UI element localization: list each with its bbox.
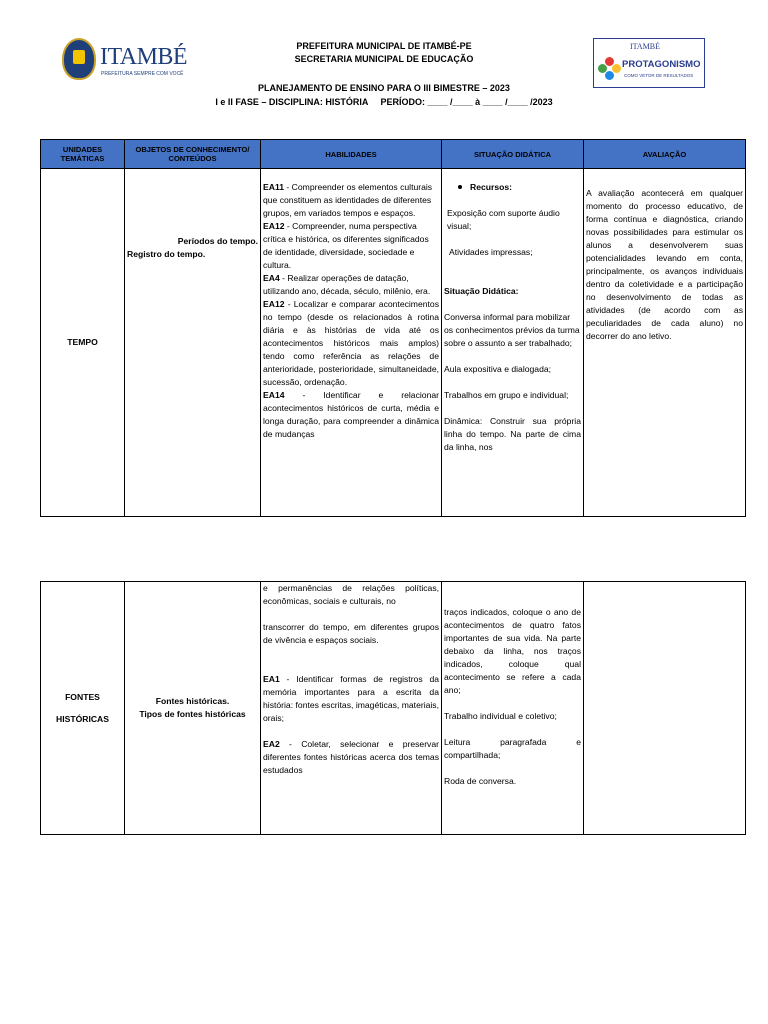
situacao-item: Trabalho individual e coletivo; [444,711,557,721]
habilidades-tempo [261,169,442,517]
header-line-2: SECRETARIA MUNICIPAL DE EDUCAÇÃO [294,54,474,64]
header-line-1: PREFEITURA MUNICIPAL DE ITAMBÉ-PE [296,41,472,51]
situacao-item: Dinâmica: Construir sua própria linha do tempo. Na parte de cima da linha, nos [444,416,581,452]
header-avaliacao: AVALIAÇÃO [584,140,746,169]
habilidade-item: EA12 - Compreender, numa perspectiva crítica e histórica, os diferentes significados de identidade, diversidade, sociedade e cultura. [263,221,429,270]
habilidade-item: EA11 - Compreender os elementos culturais que constituem as identidades de diferentes grupos, em variados tempos e espaços. [263,182,433,218]
situacao-item: Leitura paragrafada e compartilhada; [444,737,581,760]
header-line-4: I e II FASE – DISCIPLINA: HISTÓRIA PERÍODO: ____ /____ à ____ /____ /2023 [215,97,553,107]
header-habilidades: HABILIDADES [261,140,442,169]
situacao-item: traços indicados, coloque o ano de acontecimentos de quatro fatos importantes de sua vida. Na parte debaixo da linha, nos traços indicados, coloque qual acontecimento se refere a cada ano; [444,607,581,695]
logo-name: ITAMBÉ [100,44,188,70]
logo-right-subtitle: COMO VETOR DE RESULTADOS [624,73,694,78]
habilidade-item: EA12 - Localizar e comparar acontecimentos no tempo (desde os relacionados à rotina diária e às histórias de vida até os acontecimentos históricos mais amplos) tendo como referência as relações de anterioridade, posterioridade, simultaneidade, sucessão, ordenação. [263,299,439,387]
table-row-fontes [41,582,746,835]
recurso-item: Atividades impressas; [449,247,533,257]
situacao-item: Roda de conversa. [444,776,517,786]
habilidades-fontes [261,582,442,835]
bullet-icon [458,185,462,189]
unidade-fontes: FONTES HISTÓRICAS [41,582,125,835]
objeto-tipos: Tipos de fontes históricas [139,709,246,719]
header-objetos: OBJETOS DE CONHECIMENTO/ CONTEÚDOS [125,140,261,169]
situacao-fontes [442,582,584,835]
logo-tagline: PREFEITURA SEMPRE COM VOCÊ [101,71,184,77]
avaliacao-fontes [584,582,746,835]
recursos-label: Recursos: [444,181,581,194]
situacao-label: Situação Didática: [444,286,519,296]
objetos-tempo [125,169,261,517]
objetos-fontes [125,582,261,835]
situacao-item: Aula expositiva e dialogada; [444,364,552,374]
objeto-periodos: Períodos do tempo. [177,236,258,246]
logo-right-top: ITAMBÉ [630,42,661,51]
header-unidades: UNIDADES TEMÁTICAS [41,140,125,169]
situacao-item: Trabalhos em grupo e individual; [444,390,569,400]
table-header-row [41,140,746,169]
habilidade-continuacao: transcorrer do tempo, em diferentes grupos de vivência e espaços sociais. [263,622,439,645]
habilidade-continuacao: e permanências de relações políticas, econômicas, sociais e culturais, no [263,583,439,606]
habilidade-item: EA4 - Realizar operações de datação, utilizando ano, década, século, milênio, era. [263,273,431,296]
recurso-item: Exposição com suporte áudio visual; [447,208,560,231]
planning-table-2 [40,581,746,835]
unidade-tempo: TEMPO [41,169,125,517]
planning-table-1 [40,139,746,517]
habilidade-item: EA1 - Identificar formas de registros da memória importantes para a escrita da história: fontes escritas, imagéticas, materiais, orais; [263,674,439,723]
situacao-item: Conversa informal para mobilizar os conhecimentos prévios da turma sobre o assunto a ser trabalhado; [444,312,580,348]
header-line-3: PLANEJAMENTO DE ENSINO PARA O III BIMESTRE – 2023 [258,83,510,93]
habilidade-item: EA2 - Coletar, selecionar e preservar diferentes fontes históricas acerca dos temas estudados [263,739,439,775]
objeto-registro: Registro do tempo. [127,249,206,259]
header-situacao: SITUAÇÃO DIDÁTICA [442,140,584,169]
avaliacao-tempo: A avaliação acontecerá em qualquer momento do processo educativo, de forma contínua e diagnóstica, criando novas possibilidades para estimular os alunos a desenvolverem suas potencialidades levando em conta, principalmente, os avanços individuais dentro da coletividade e a participação no desenvolvimento de todas as atividades (de acordo com as peculiaridades de cada aluno) no decorrer do ano letivo. [584,169,746,517]
situacao-tempo [442,169,584,517]
habilidade-item: EA14 - Identificar e relacionar acontecimentos históricos de curta, média e longa duração, para compreender a dinâmica de mudanças [263,390,439,439]
table-row-tempo [41,169,746,517]
logo-right-title: PROTAGONISMO [622,59,701,70]
objeto-fontes: Fontes históricas. [155,696,230,706]
